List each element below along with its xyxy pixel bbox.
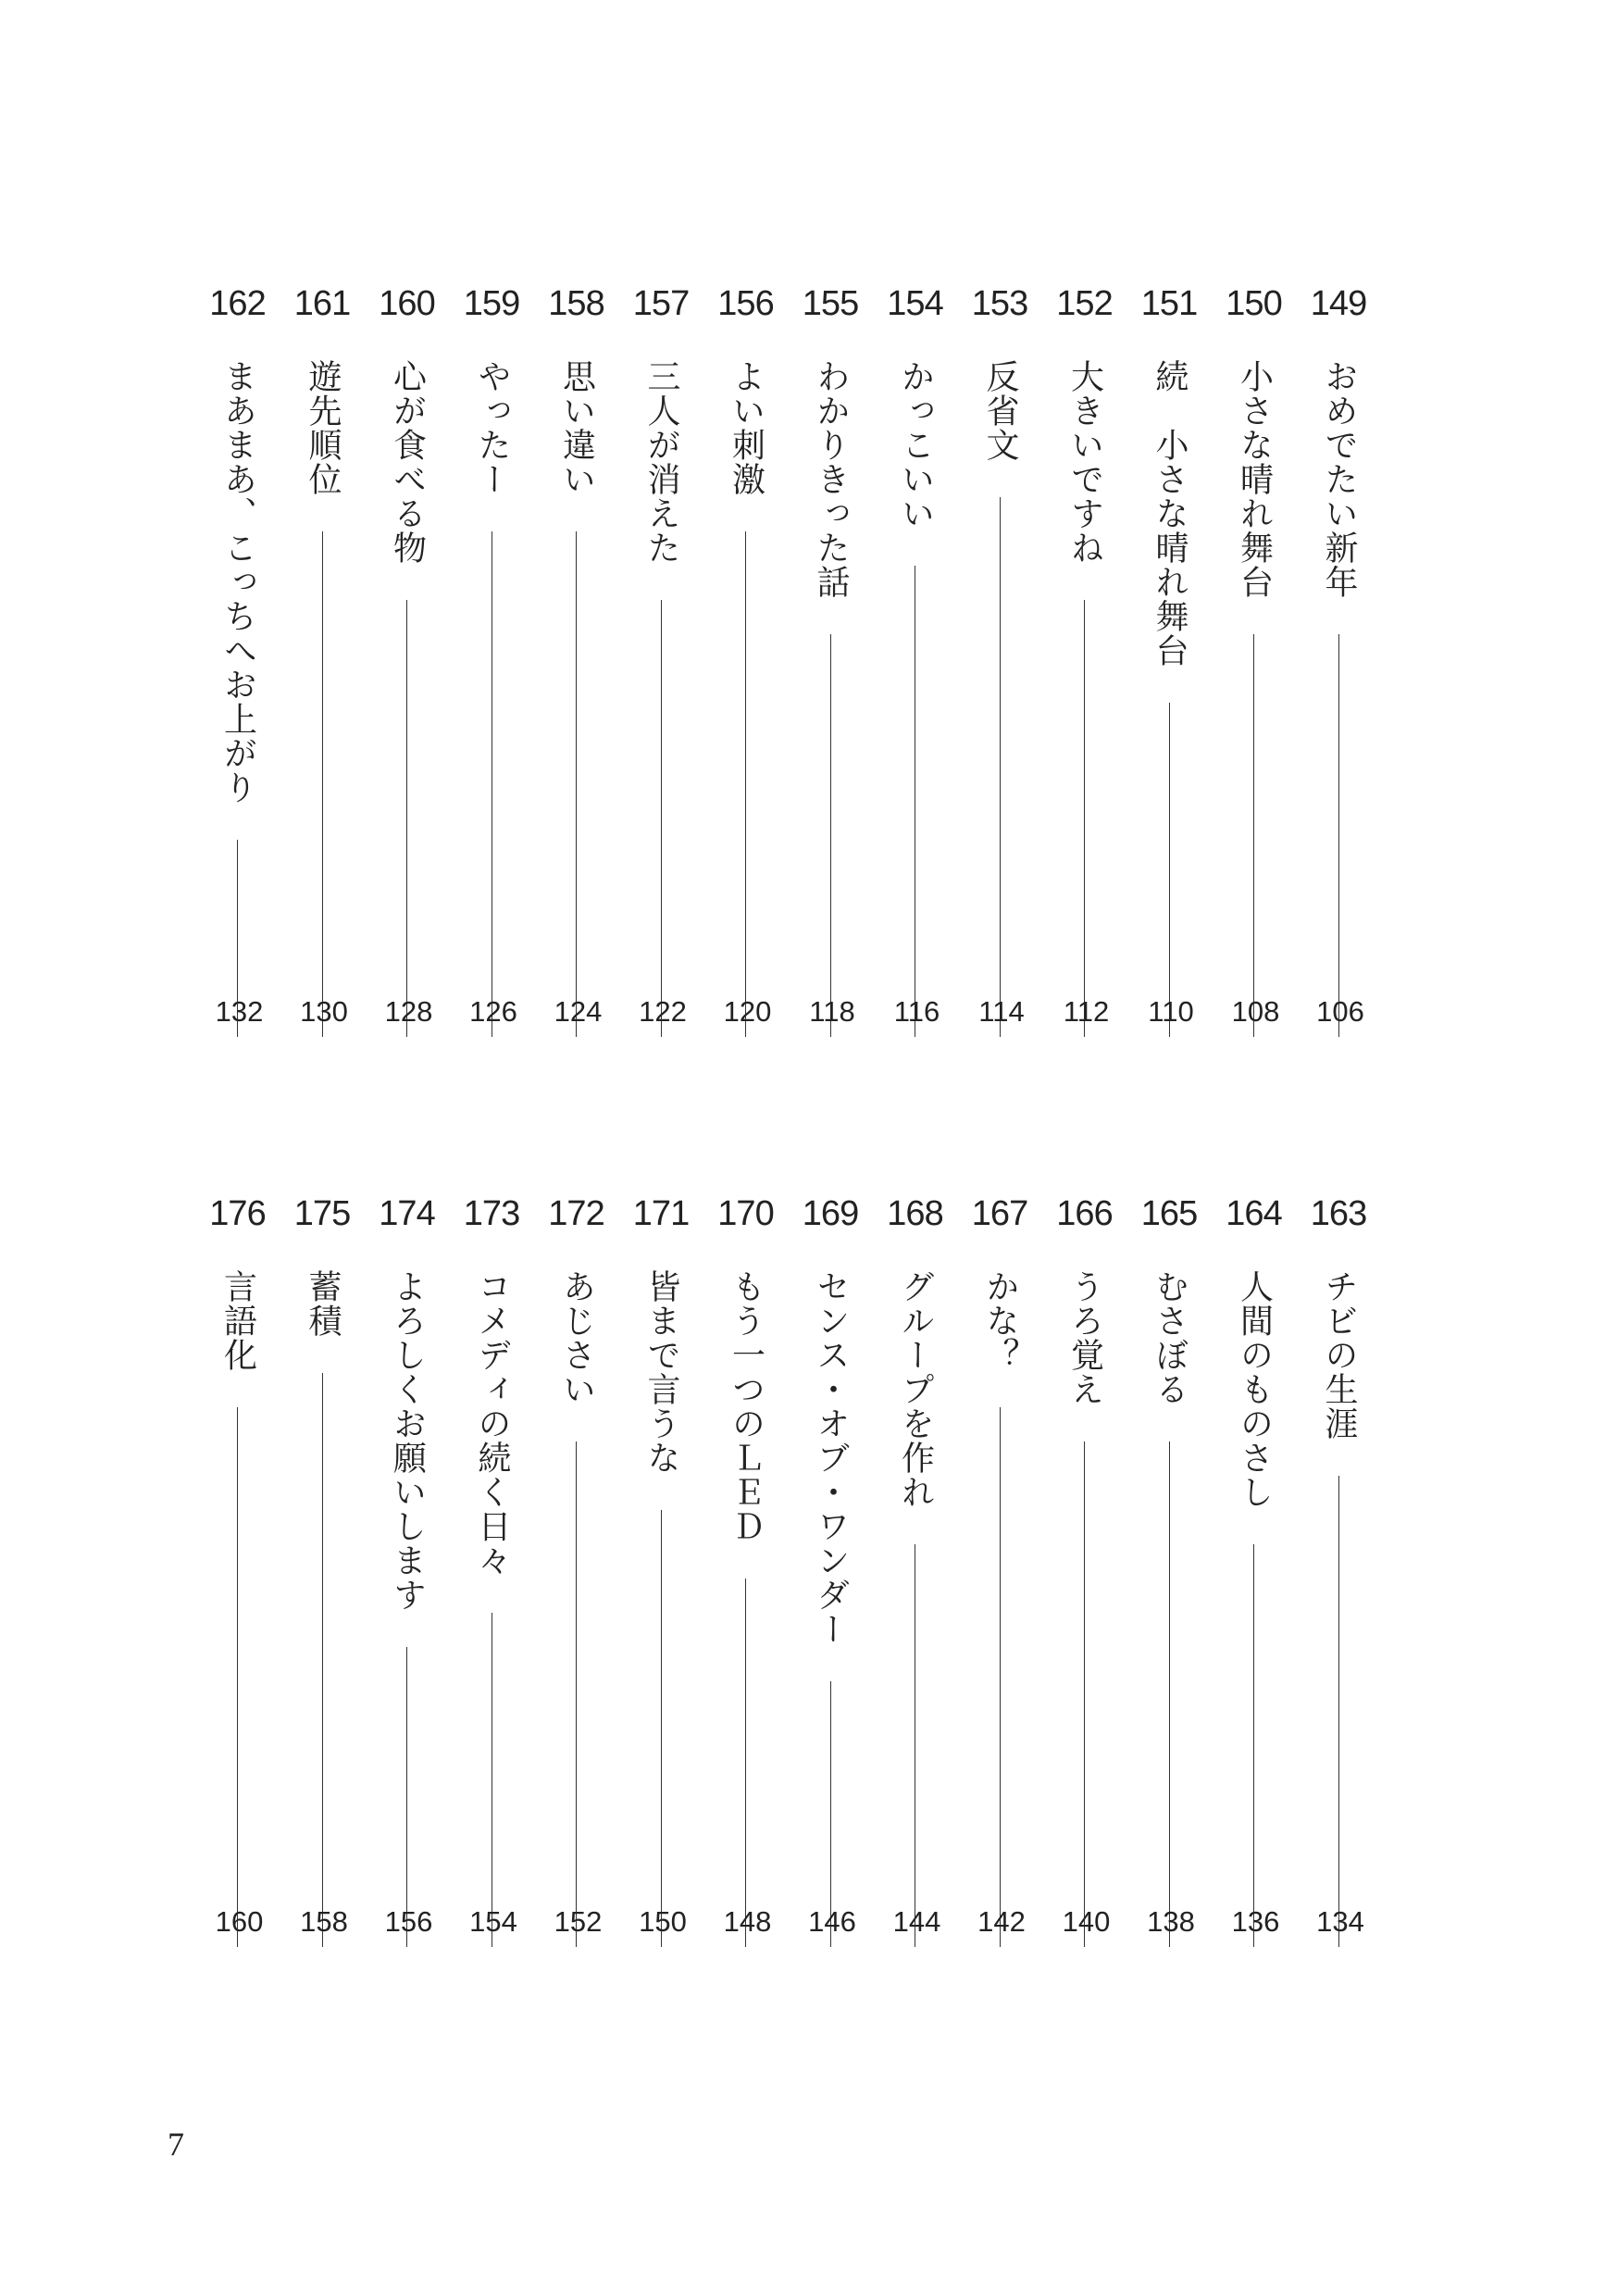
entry-number: 166: [1056, 1194, 1113, 1233]
toc-entry[interactable]: [1042, 278, 1127, 1037]
leader-line: [1169, 703, 1170, 1037]
leader-line: [322, 1373, 323, 1947]
entry-number: 170: [717, 1194, 774, 1233]
leader-line: [1000, 1407, 1001, 1947]
entry-number: 153: [971, 284, 1028, 323]
toc-entry[interactable]: [618, 278, 703, 1037]
entry-page: 124: [554, 995, 603, 1028]
entry-number: 169: [802, 1194, 859, 1233]
entry-page: 122: [639, 995, 687, 1028]
entry-title: 遊先順位: [304, 359, 342, 496]
entry-page: 140: [1062, 1905, 1111, 1938]
entry-number: 162: [209, 284, 266, 323]
toc-entry[interactable]: [449, 278, 534, 1037]
entry-page: 106: [1316, 995, 1364, 1028]
entry-title: 続 小さな晴れ舞台: [1151, 359, 1189, 668]
entry-title: センス・オブ・ワンダー: [812, 1269, 850, 1646]
entry-page: 152: [554, 1905, 603, 1938]
toc-entry[interactable]: [449, 1188, 534, 1947]
toc-entry[interactable]: [280, 278, 365, 1037]
entry-page: 116: [893, 995, 940, 1028]
entry-title: グループを作れ: [896, 1269, 935, 1509]
entry-number: 174: [379, 1194, 435, 1233]
entry-title: あじさい: [557, 1269, 596, 1406]
entry-title: うろ覚え: [1065, 1269, 1104, 1406]
entry-title: コメディの続く日々: [473, 1269, 511, 1578]
toc-entry[interactable]: [1126, 1188, 1212, 1947]
entry-page: 120: [723, 995, 772, 1028]
leader-line: [1253, 634, 1254, 1037]
entry-number: 154: [887, 284, 943, 323]
entry-number: 164: [1226, 1194, 1282, 1233]
entry-title: やったー: [473, 359, 511, 496]
entry-title: 蓄積: [304, 1269, 342, 1338]
toc-entry[interactable]: [280, 1188, 365, 1947]
entry-title: もう一つのＬＥＤ: [727, 1269, 765, 1543]
toc-entry[interactable]: [1296, 1188, 1381, 1947]
leader-line: [1253, 1544, 1254, 1947]
leader-line: [1338, 634, 1339, 1037]
entry-page: 108: [1231, 995, 1280, 1028]
toc-entry[interactable]: [1296, 278, 1381, 1037]
leader-line: [237, 1407, 238, 1947]
entry-page: 118: [809, 995, 855, 1028]
toc-entry[interactable]: [788, 1188, 873, 1947]
entry-number: 168: [887, 1194, 943, 1233]
toc-entry[interactable]: [195, 278, 280, 1037]
toc-entry[interactable]: [534, 1188, 619, 1947]
leader-line: [661, 600, 662, 1037]
leader-line: [1338, 1476, 1339, 1947]
entry-number: 163: [1310, 1194, 1367, 1233]
toc-entry[interactable]: [703, 278, 789, 1037]
entry-page: 160: [215, 1905, 264, 1938]
entry-page: 142: [977, 1905, 1026, 1938]
entry-title: 言語化: [218, 1269, 257, 1372]
toc-entry[interactable]: [873, 278, 958, 1037]
entry-title: わかりきった話: [812, 359, 850, 599]
entry-page: 112: [1063, 995, 1110, 1028]
toc-entry[interactable]: [873, 1188, 958, 1947]
entry-page: 154: [469, 1905, 517, 1938]
leader-line: [1084, 600, 1085, 1037]
toc-entry[interactable]: [365, 278, 450, 1037]
leader-line: [745, 1578, 746, 1947]
leader-line: [576, 1441, 577, 1947]
page-number: 7: [168, 2126, 184, 2163]
entry-number: 159: [463, 284, 520, 323]
toc-entry[interactable]: [957, 278, 1042, 1037]
entry-title: よろしくお願いします: [388, 1269, 427, 1612]
entry-title: 三人が消えた: [642, 359, 680, 565]
entry-title: 人間のものさし: [1235, 1269, 1274, 1509]
entry-number: 151: [1140, 284, 1198, 323]
leader-line: [406, 1647, 407, 1947]
entry-number: 175: [293, 1194, 351, 1233]
toc-entry[interactable]: [957, 1188, 1042, 1947]
entry-page: 158: [300, 1905, 348, 1938]
leader-line: [661, 1510, 662, 1947]
toc-entry[interactable]: [1212, 278, 1297, 1037]
entry-page: 130: [300, 995, 348, 1028]
toc-entry[interactable]: [618, 1188, 703, 1947]
entry-title: むさぼる: [1151, 1269, 1189, 1406]
leader-line: [322, 531, 323, 1037]
toc-entry[interactable]: [703, 1188, 789, 1947]
entry-number: 158: [548, 284, 604, 323]
toc-entry[interactable]: [1212, 1188, 1297, 1947]
entry-number: 156: [717, 284, 774, 323]
toc-entry[interactable]: [1126, 278, 1212, 1037]
entry-page: 148: [723, 1905, 772, 1938]
entry-title: かっこいい: [896, 359, 935, 530]
entry-page: 136: [1231, 1905, 1280, 1938]
entry-number: 173: [463, 1194, 520, 1233]
toc-entry[interactable]: [534, 278, 619, 1037]
entry-page: 126: [469, 995, 517, 1028]
entry-number: 150: [1226, 284, 1282, 323]
entry-page: 150: [639, 1905, 687, 1938]
entry-number: 160: [379, 284, 435, 323]
entry-number: 155: [802, 284, 859, 323]
entry-page: 146: [808, 1905, 856, 1938]
entry-page: 156: [384, 1905, 433, 1938]
toc-entry[interactable]: [365, 1188, 450, 1947]
entry-title: まあまあ、こっちへお上がり: [218, 359, 257, 805]
toc-entry[interactable]: [788, 278, 873, 1037]
entry-number: 172: [548, 1194, 604, 1233]
entry-number: 149: [1310, 284, 1367, 323]
entry-title: 皆まで言うな: [642, 1269, 680, 1475]
leader-line: [830, 634, 831, 1037]
entry-page: 114: [978, 995, 1025, 1028]
entry-number: 161: [293, 284, 351, 323]
entry-page: 128: [384, 995, 433, 1028]
toc-entry[interactable]: [1042, 1188, 1127, 1947]
leader-line: [1169, 1441, 1170, 1947]
leader-line: [1084, 1441, 1085, 1947]
entry-title: チビの生涯: [1320, 1269, 1358, 1441]
entry-page: 110: [1148, 995, 1194, 1028]
entry-number: 157: [632, 284, 690, 323]
toc-entry[interactable]: [195, 1188, 280, 1947]
leader-line: [745, 531, 746, 1037]
leader-line: [1000, 497, 1001, 1037]
entry-title: 大きいですね: [1065, 359, 1104, 565]
entry-title: よい刺激: [727, 359, 765, 496]
entry-page: 132: [215, 995, 264, 1028]
entry-page: 144: [892, 1905, 941, 1938]
entry-number: 152: [1056, 284, 1113, 323]
entry-number: 176: [209, 1194, 266, 1233]
entry-title: 反省文: [981, 359, 1019, 462]
entry-title: 思い違い: [557, 359, 596, 496]
entry-title: 心が食べる物: [388, 359, 427, 565]
leader-line: [406, 600, 407, 1037]
entry-title: おめでたい新年: [1320, 359, 1358, 599]
entry-number: 171: [632, 1194, 690, 1233]
entry-page: 138: [1147, 1905, 1195, 1938]
entry-number: 165: [1140, 1194, 1198, 1233]
leader-line: [576, 531, 577, 1037]
entry-title: 小さな晴れ舞台: [1235, 359, 1274, 599]
entry-page: 134: [1316, 1905, 1364, 1938]
entry-number: 167: [971, 1194, 1028, 1233]
entry-title: かな？: [981, 1269, 1019, 1372]
